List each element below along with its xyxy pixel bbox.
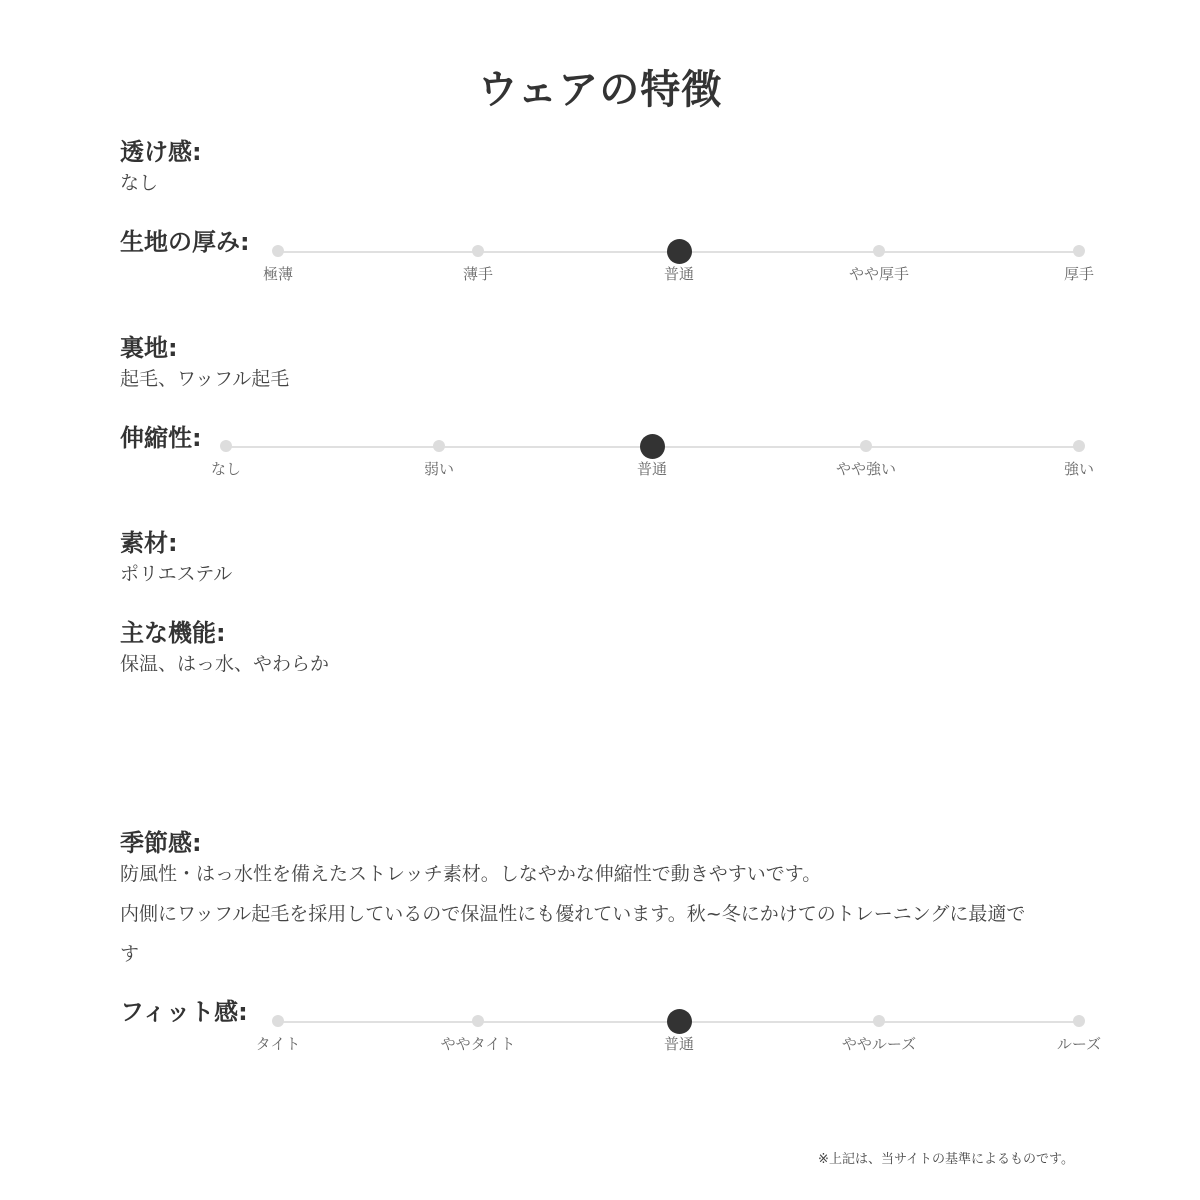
fit-scale — [0, 1021, 1200, 1071]
thickness-stop-label: 厚手 — [1063, 265, 1094, 283]
transparency-label: 透け感: — [120, 138, 202, 166]
thickness-label: 生地の厚み: — [120, 228, 250, 256]
fit-label: フィット感: — [120, 998, 248, 1026]
fit-stop-label: ややルーズ — [841, 1035, 917, 1053]
stretch-stop-label: 普通 — [636, 460, 667, 478]
scale-dot-icon — [1073, 440, 1085, 452]
stretch-label: 伸縮性: — [120, 424, 202, 452]
fit-stop-label: ルーズ — [1056, 1035, 1102, 1053]
thickness-stop-label: 普通 — [663, 265, 694, 283]
scale-dot-icon — [272, 245, 284, 257]
scale-dot-icon — [472, 1015, 484, 1027]
material-label: 素材: — [120, 529, 178, 557]
scale-selected-dot-icon — [667, 239, 692, 264]
stretch-stop-label: なし — [210, 460, 241, 478]
transparency-value: なし — [120, 172, 159, 194]
scale-dot-icon — [1073, 245, 1085, 257]
scale-dot-icon — [272, 1015, 284, 1027]
lining-value: 起毛、ワッフル起毛 — [120, 368, 290, 390]
season-line: 防風性・はっ水性を備えたストレッチ素材。しなやかな伸縮性で動きやすいです。 — [120, 863, 822, 885]
lining-label: 裏地: — [120, 334, 178, 362]
functions-label: 主な機能: — [120, 619, 226, 647]
fit-stop-label: ややタイト — [440, 1035, 516, 1053]
thickness-stop-label: 薄手 — [462, 265, 493, 283]
scale-selected-dot-icon — [640, 434, 665, 459]
fit-stop-label: タイト — [255, 1035, 301, 1053]
material-value: ポリエステル — [120, 563, 233, 585]
stretch-stop-label: 強い — [1063, 460, 1094, 478]
season-label: 季節感: — [120, 829, 202, 857]
stretch-stop-label: 弱い — [423, 460, 454, 478]
scale-dot-icon — [860, 440, 872, 452]
scale-dot-icon — [1073, 1015, 1085, 1027]
thickness-scale — [0, 251, 1200, 301]
fit-stop-label: 普通 — [663, 1035, 694, 1053]
stretch-scale — [0, 446, 1200, 496]
scale-selected-dot-icon — [667, 1009, 692, 1034]
scale-dot-icon — [433, 440, 445, 452]
season-description — [120, 854, 1080, 974]
stretch-stop-label: やや強い — [835, 460, 896, 478]
scale-dot-icon — [472, 245, 484, 257]
functions-value: 保温、はっ水、やわらか — [120, 653, 330, 675]
season-line: す — [120, 943, 140, 965]
season-line: 内側にワッフル起毛を採用しているので保温性にも優れています。秋~冬にかけてのトレーニングに最適で — [120, 903, 1026, 925]
scale-dot-icon — [220, 440, 232, 452]
footnote: ※上記は、当サイトの基準によるものです。 — [818, 1152, 1074, 1167]
scale-dot-icon — [873, 1015, 885, 1027]
scale-dot-icon — [873, 245, 885, 257]
thickness-stop-label: やや厚手 — [848, 265, 909, 283]
thickness-stop-label: 極薄 — [262, 265, 293, 283]
page-title: ウェアの特徴 — [477, 67, 723, 113]
